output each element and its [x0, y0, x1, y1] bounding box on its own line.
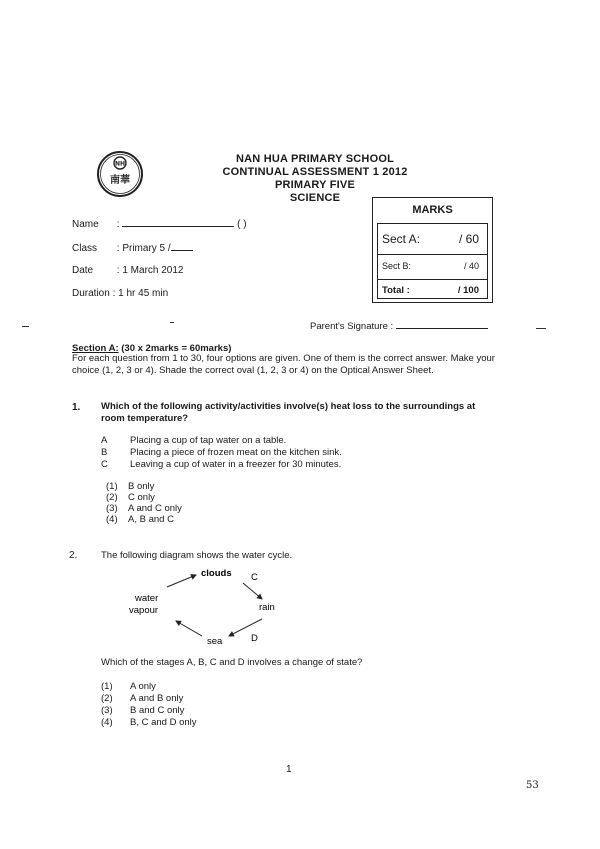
- date-field: [72, 265, 184, 276]
- class-value: : Primary 5 /: [116, 243, 171, 254]
- assessment-title: CONTINUAL ASSESSMENT 1 2012: [222, 166, 408, 178]
- marks-row-sect-b: Sect B: / 40: [378, 255, 487, 280]
- marks-row-sect-a: Sect A: / 60: [378, 224, 487, 255]
- class-field: [72, 241, 193, 254]
- name-label: Name: [72, 219, 99, 230]
- diagram-stage-d: D: [251, 633, 258, 644]
- q2-number: 2.: [69, 550, 78, 561]
- q1-text: Which of the following activity/activities involve(s) heat loss to the surroundings at room temperature?: [101, 401, 476, 424]
- scan-mark: [22, 326, 29, 327]
- name-field: Name : ( ): [72, 219, 247, 230]
- q1-option-1: (1) B only: [106, 481, 155, 492]
- q2-option-3: (3) B and C only: [101, 705, 185, 716]
- q1-statement-c: C Leaving a cup of water in a freezer for 30 minutes.: [101, 459, 342, 470]
- arrow-clouds-to-rain: [243, 583, 262, 599]
- class-blank[interactable]: [171, 241, 193, 251]
- marks-grid: [377, 223, 488, 299]
- marks-row-total: Total : / 100: [382, 285, 479, 296]
- marks-table: [372, 197, 493, 303]
- register-number: ( ): [237, 219, 247, 230]
- parent-signature-label: Parent's Signature :: [310, 321, 394, 332]
- duration-label: Duration: [72, 288, 110, 299]
- duration-field: [72, 288, 168, 299]
- diagram-stage-c: C: [251, 572, 258, 583]
- diagram-water: water: [135, 593, 159, 604]
- marks-title: MARKS: [412, 204, 453, 216]
- subject-title: SCIENCE: [289, 192, 341, 204]
- q2-text: Which of the stages A, B, C and D involves a change of state?: [101, 657, 363, 668]
- arrow-sea-to-vapour: [176, 621, 202, 636]
- name-blank[interactable]: [122, 217, 234, 227]
- date-label: Date: [72, 265, 94, 276]
- q1-statement-a: A Placing a cup of tap water on a table.: [101, 435, 287, 446]
- section-a-heading: Section A: (30 x 2marks = 60marks): [72, 343, 232, 354]
- q2-option-2: (2) A and B only: [101, 693, 184, 704]
- page-number: 1: [286, 764, 292, 775]
- scan-mark: [170, 322, 174, 323]
- q2-option-1: (1) A only: [101, 681, 156, 692]
- level-title: PRIMARY FIVE: [274, 179, 356, 191]
- date-value: : 1 March 2012: [116, 265, 184, 276]
- scan-mark: [536, 328, 546, 329]
- school-logo: [96, 150, 144, 198]
- corner-mark: 53: [526, 780, 539, 791]
- q1-option-2: (2) C only: [106, 492, 155, 503]
- diagram-clouds: clouds: [201, 568, 232, 579]
- q1-statement-b: B Placing a piece of frozen meat on the kitchen sink.: [101, 447, 342, 458]
- diagram-vapour: vapour: [129, 605, 159, 616]
- logo-text: 南華: [110, 175, 130, 186]
- school-name: NAN HUA PRIMARY SCHOOL: [236, 153, 394, 165]
- q1-number: 1.: [72, 402, 81, 413]
- parent-signature: [310, 319, 488, 332]
- q1-option-3: (3) A and C only: [106, 503, 182, 514]
- arrow-vapour-to-clouds: [167, 575, 196, 587]
- parent-signature-blank[interactable]: [396, 319, 488, 329]
- q1-option-4: (4) A, B and C: [106, 514, 174, 525]
- section-a-instructions: For each question from 1 to 30, four options are given. One of them is the correct answer. Make your choice (1, 2, 3 or 4). Shade the correct oval (1, 2, 3 or 4) on the Optical Answer Sheet.: [72, 353, 495, 376]
- q2-option-4: (4) B, C and D only: [101, 717, 197, 728]
- svg-text:NH: NH: [114, 160, 126, 168]
- water-cycle-diagram: [129, 565, 305, 647]
- diagram-rain: rain: [259, 602, 275, 613]
- diagram-sea: sea: [207, 636, 223, 647]
- q2-intro: The following diagram shows the water cycle.: [101, 550, 293, 561]
- class-label: Class: [72, 243, 98, 254]
- duration-value: : 1 hr 45 min: [112, 288, 169, 299]
